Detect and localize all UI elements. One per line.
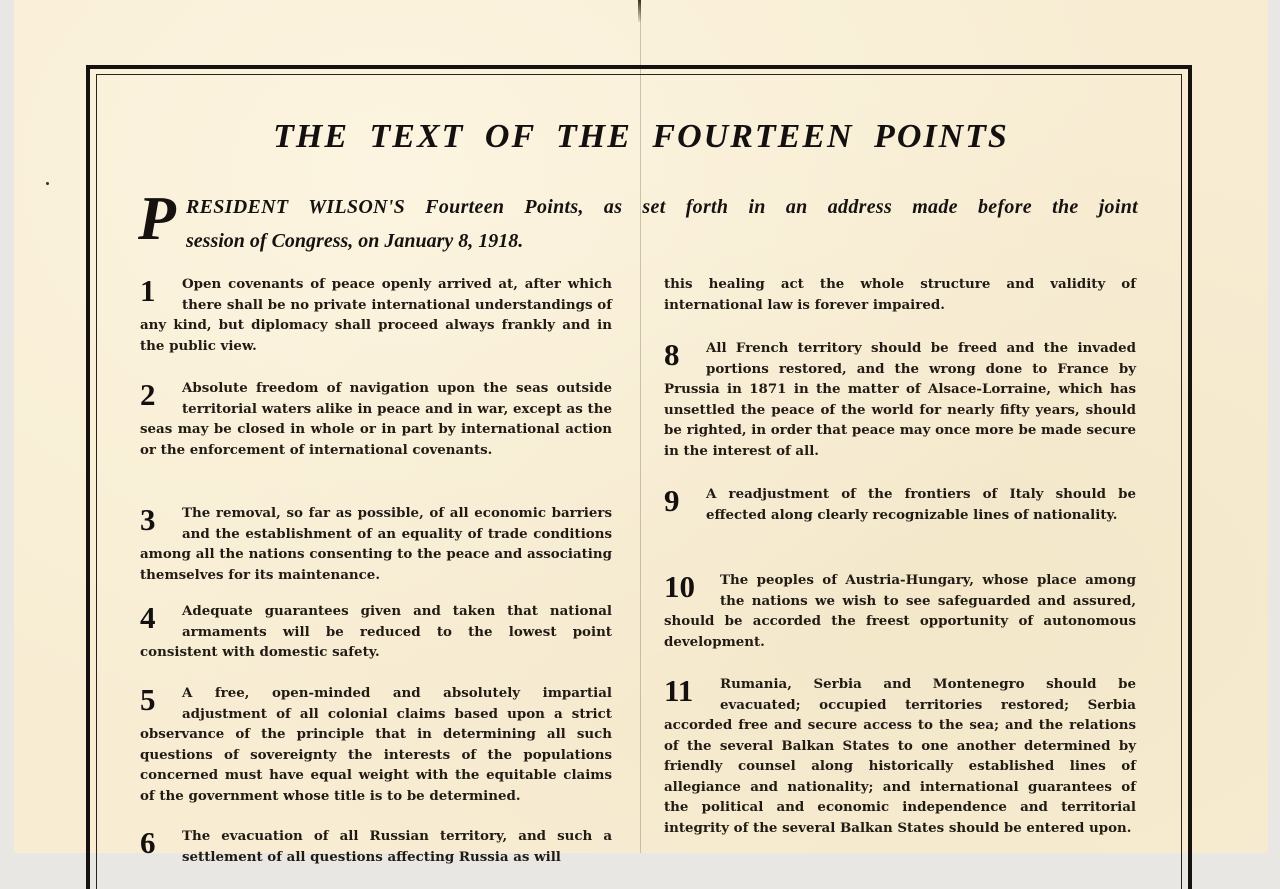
point-7-continuation: this healing act the whole structure and validity of international law is forever impaired. (664, 276, 1136, 313)
point-text: Rumania, Serbia and Montenegro should be evacuated; occupied territories restored; Serbia accorded free and secure access to the sea; and the relations of the several Balkan States to one another determined by friendly counsel along historically established lines of allegiance and nationality; and international guarantees of the political and economic independence and territorial integrity of the several Balkan States should be entered upon. (664, 676, 1136, 836)
point-text: Absolute freedom of navigation upon the seas outside territorial waters alike in peace and in war, except as the seas may be closed in whole or in part by international action or the enforcement of international covenants. (140, 380, 612, 458)
point-number: 3 (140, 502, 156, 537)
drop-cap: P (138, 185, 176, 253)
point-number: 1 (140, 273, 156, 308)
point-9 (664, 484, 1136, 570)
left-column (140, 274, 612, 867)
point-10 (664, 570, 1136, 674)
point-text: The evacuation of all Russian territory, and such a settlement of all questions affecting Russia as will (182, 828, 612, 865)
paper-speck (46, 182, 49, 185)
point-text: Open covenants of peace openly arrived at, after which there shall be no private international understandings of any kind, but diplomacy shall proceed always frankly and in the public view. (140, 276, 612, 354)
point-number: 8 (664, 337, 680, 372)
point-text: The removal, so far as possible, of all economic barriers and the establishment of an equality of trade conditions among all the nations consenting to the peace and associating themselves for its maintenance. (140, 505, 612, 583)
point-text: Adequate guarantees given and taken that national armaments will be reduced to the lowest point consistent with domestic safety. (140, 603, 612, 660)
point-2 (140, 378, 612, 503)
point-text: All French territory should be freed and the invaded portions restored, and the wrong done to France by Prussia in 1871 in the matter of Alsace-Lorraine, which has unsettled the peace of the world for nearly fifty years, should be righted, in order that peace may once more be made secure in the interest of all. (664, 340, 1136, 459)
point-number: 11 (664, 673, 694, 708)
point-4 (140, 601, 612, 683)
point-6 (140, 826, 612, 867)
fold-crease-mark (638, 0, 641, 22)
point-5 (140, 683, 612, 826)
point-text: The peoples of Austria-Hungary, whose place among the nations we wish to see safeguarded and assured, should be accorded the freest opportunity of autonomous development. (664, 572, 1136, 650)
document-page (14, 0, 1268, 865)
point-number: 5 (140, 682, 156, 717)
intro-line-1: RESIDENT WILSON'S Fourteen Points, as set forth in an address made before the joint (186, 196, 1138, 218)
point-number: 10 (664, 569, 695, 604)
point-number: 6 (140, 825, 156, 860)
point-1 (140, 274, 612, 378)
point-number: 4 (140, 600, 156, 635)
point-text: A free, open-minded and absolutely impartial adjustment of all colonial claims based upon a strict observance of the principle that in determining all such questions of sovereignty the interests of the populations concerned must have equal weight with the equitable claims of the government whose title is to be determined. (140, 685, 612, 804)
right-column (664, 274, 1136, 838)
point-number: 9 (664, 483, 680, 518)
intro-line-2: session of Congress, on January 8, 1918. (186, 230, 524, 252)
page-title: THE TEXT OF THE FOURTEEN POINTS (273, 118, 1009, 155)
point-8 (664, 338, 1136, 484)
point-11 (664, 674, 1136, 838)
point-text: A readjustment of the frontiers of Italy should be effected along clearly recognizable lines of nationality. (706, 486, 1136, 523)
point-3 (140, 503, 612, 601)
point-number: 2 (140, 377, 156, 412)
